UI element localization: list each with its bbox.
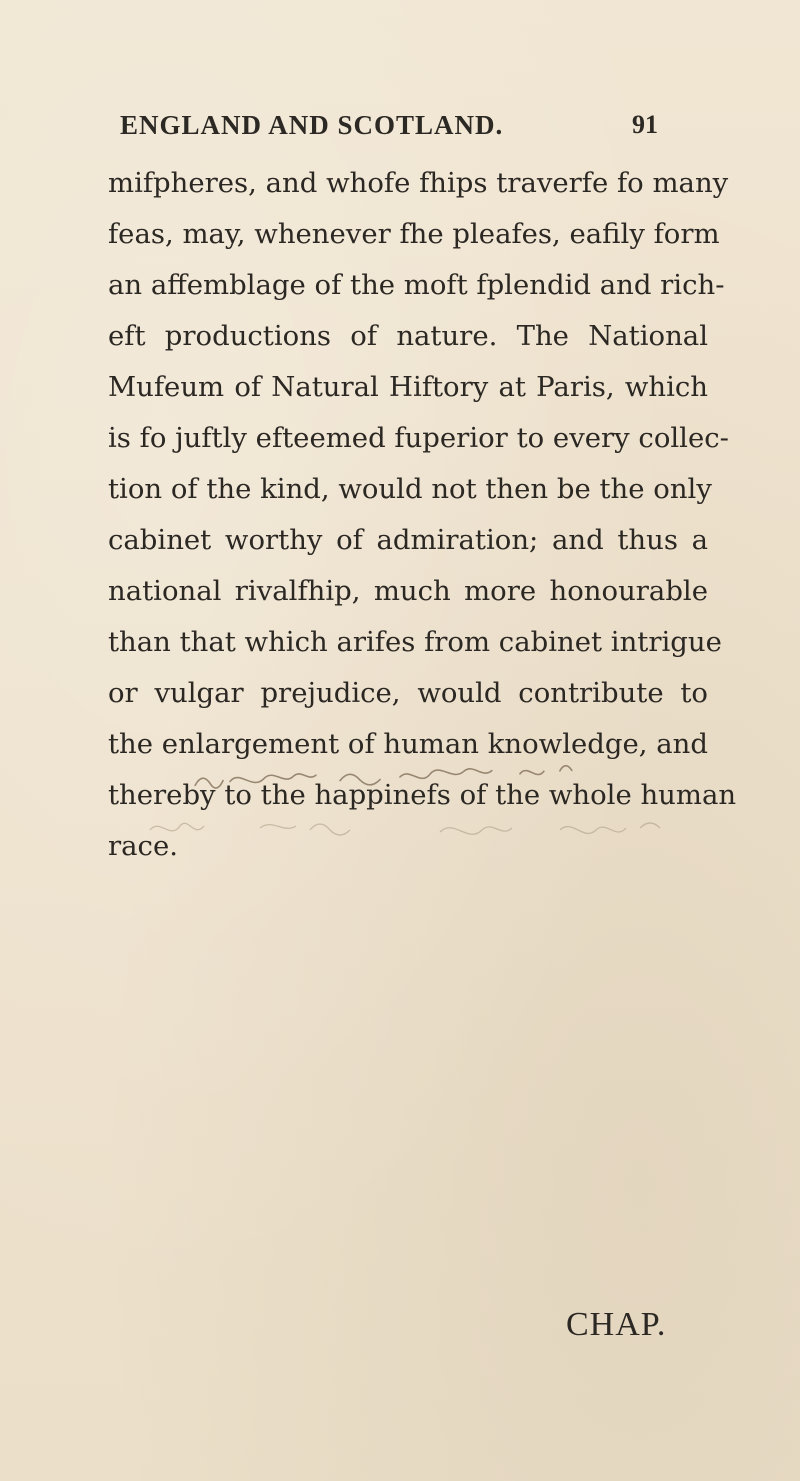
text-line: mifpheres, and whofe fhips traverfe fo many <box>108 167 729 199</box>
text-line: thereby to the happinefs of the whole human <box>108 779 737 811</box>
text-line: eft productions of nature. The National <box>108 320 708 352</box>
running-head: ENGLAND AND SCOTLAND. <box>120 110 504 140</box>
text-line: tion of the kind, would not then be the only <box>108 473 712 505</box>
catchword: CHAP. <box>566 1306 667 1343</box>
text-line: an affemblage of the moft fplendid and rich- <box>108 269 725 301</box>
page-number: 91 <box>632 110 658 139</box>
text-line: cabinet worthy of admiration; and thus a <box>108 524 708 556</box>
page-header <box>0 110 800 150</box>
text-line: race. <box>108 830 178 862</box>
text-line: the enlargement of human knowledge, and <box>108 728 708 760</box>
text-line: feas, may, whenever fhe pleafes, eafily form <box>108 218 720 250</box>
text-line: national rivalfhip, much more honourable <box>108 575 708 607</box>
text-line: or vulgar prejudice, would contribute to <box>108 677 708 709</box>
text-line: is fo juftly efteemed fuperior to every collec- <box>108 422 729 454</box>
text-line: than that which arifes from cabinet intrigue <box>108 626 722 658</box>
handwritten-annotation <box>140 800 700 860</box>
text-line: Mufeum of Natural Hiftory at Paris, which <box>108 371 708 403</box>
